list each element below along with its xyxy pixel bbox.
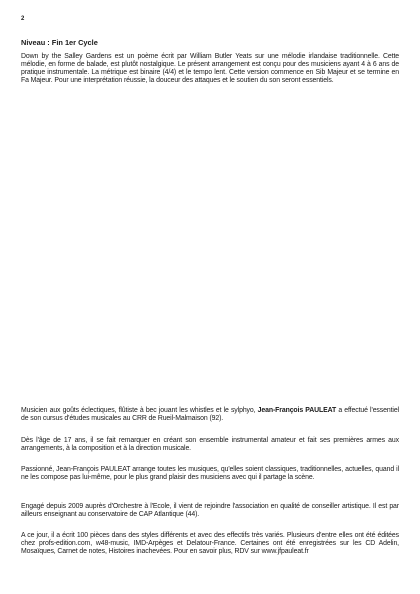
bio-paragraph-1	[21, 407, 399, 423]
bio-paragraph-4: Engagé depuis 2009 auprès d'Orchestre à l'Ecole, il vient de rejoindre l'association en qualité de conseiller artistique. Il est par ailleurs enseignant au conservatoire de CAP Atlantique (44).	[21, 503, 399, 518]
intro-paragraph: Down by the Salley Gardens est un poème écrit par William Butler Yeats sur une mélodie irlandaise traditionnelle. Cette mélodie, en forme de balade, est plutôt nostalgique. Le présent arrangement est conçu pour des musiciens ayant 4 à 6 ans de pratique instrumentale. La métrique est binaire (4/4) et le tempo lent. Cette version commence en Sib Majeur et se termine en Fa Majeur. Pour une interprétation réussie, la douceur des attaques et le soutien du son seront essentiels.	[21, 53, 399, 84]
bio-paragraph-3: Passionné, Jean-François PAULEAT arrange toutes les musiques, qu'elles soient classiques, traditionnelles, actuelles, quand il ne les compose pas lui-même, pour le plus grand plaisir des musiciens avec qui il partage la scène.	[21, 466, 399, 481]
level-heading: Niveau : Fin 1er Cycle	[21, 38, 98, 47]
composer-name: Jean-François PAULEAT	[257, 407, 337, 414]
bio-paragraph-5: A ce jour, il a écrit 100 pièces dans des styles différents et avec des effectifs très variés. Plusieurs d'entre elles ont été éditées chez profs-edition.com, w48-music, IMD-Arpèges et Delatour-France. Certaines ont été enregistrées sur les CD Adelin, Mosaïques, Carnet de notes, Histoires inachevées. Pour en savoir plus, RDV sur www.jfpauleat.fr	[21, 532, 399, 555]
bio-1-text-before: Musicien aux goûts éclectiques, flûtiste à bec jouant les whistles et le sylphyo,	[21, 407, 258, 414]
bio-paragraph-2: Dès l'âge de 17 ans, il se fait remarquer en créant son ensemble instrumental amateur et fait ses premières armes aux arrangements, à la composition et à la direction musicale.	[21, 437, 399, 452]
page-number: 2	[21, 16, 25, 22]
bio-1-text-after: a effectué l'essentiel de son cursus d'études musicales au CRR de Rueil-Malmaison (92).	[21, 407, 399, 422]
